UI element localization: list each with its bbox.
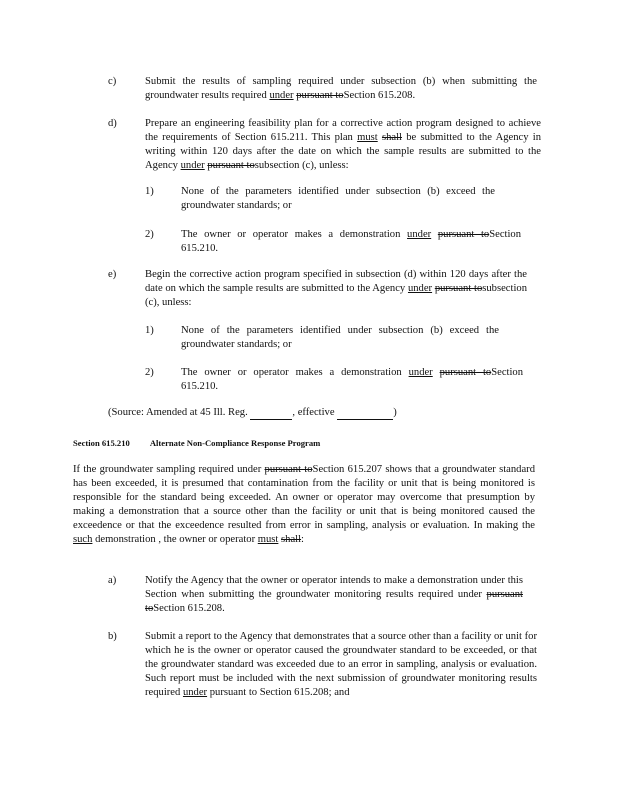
insertion: under [180,160,205,171]
insertion: must [257,534,279,545]
item-b-label: b) [108,631,117,642]
item-c-text: Submit the results of sampling required under subsection (b) when submitting the groundwater results required under pursuant toSection 615.208. [145,76,537,101]
item-d-1-text: None of the parameters identified under subsection (b) exceed the groundwater standards; or [181,186,495,211]
deletion: pursuant to [439,367,492,378]
deletion: shall [281,534,302,545]
source-note: (Source: Amended at 45 Ill. Reg. , effective ) [108,407,397,418]
section-number: Section 615.210 [73,438,130,448]
item-d-label: d) [108,118,117,129]
item-d-text: Prepare an engineering feasibility plan for a corrective action program designed to achieve the requirements of Section 615.211. This plan must shall be submitted to the Agency in writing within 120 days after the date on which the sample results are submitted to the Agency under pursuant tosubsection (c), unless: [145,118,541,171]
insertion: under [269,90,294,101]
intro-paragraph: If the groundwater sampling required under pursuant toSection 615.207 shows that a groundwater standard has been exceeded, it is presumed that contamination from the facility or unit that is being monitored is responsible for the standard being exceeded. An owner or operator may overcome that presumption by making a demonstration that a source other than the facility or unit that is being monitored caused the exceedence or that the exceedence resulted from error in sampling, analysis or evaluation. In making the such demonstration , the owner or operator must shall: [73,464,535,545]
insertion: under [182,687,208,698]
blank-line [337,408,393,420]
item-e-2-text: The owner or operator makes a demonstration under pursuant toSection 615.210. [181,367,523,392]
section-title: Alternate Non-Compliance Response Program [149,438,321,448]
deletion: pursuant to [296,90,344,101]
item-a-label: a) [108,575,117,586]
item-e-label: e) [108,269,117,280]
deletion: shall [381,132,402,143]
item-e-2-label: 2) [145,367,154,378]
section-heading [73,436,493,450]
item-e-text: Begin the corrective action program specified in subsection (d) within 120 days after the date on which the sample results are submitted to the Agency under pursuant tosubsection (c), unless: [145,269,527,308]
item-b-text: Submit a report to the Agency that demonstrates that a source other than a facility or unit for which he is the owner or operator caused the groundwater standard to be exceeded, or that the groundwater standard was exceeded due to an error in sampling, analysis or evaluation. Such report must be included with the next submission of groundwater monitoring results required under pursuant to Section 615.208; and [145,631,537,698]
insertion: under [407,229,432,240]
deletion: pursuant to [434,283,483,294]
item-e-1-label: 1) [145,325,154,336]
item-d-2-label: 2) [145,229,154,240]
item-c-label: c) [108,76,117,87]
deletion: pursuant to [437,229,490,240]
item-d-1-label: 1) [145,186,154,197]
item-d-2-text: The owner or operator makes a demonstration under pursuant toSection 615.210. [181,229,522,254]
insertion: under [407,283,433,294]
deletion: pursuant to [145,589,523,614]
insertion: must [357,132,378,143]
item-e-1-text: None of the parameters identified under subsection (b) exceed the groundwater standards; or [181,325,499,350]
deletion: pursuant to [207,160,255,171]
insertion: under [408,367,433,378]
deletion: pursuant to [264,464,313,475]
blank-line [250,408,292,420]
item-a-text: Notify the Agency that the owner or operator intends to make a demonstration under this Section when submitting the groundwater monitoring results required under pursuant toSection 615.208. [145,575,523,614]
insertion: such [73,534,93,545]
